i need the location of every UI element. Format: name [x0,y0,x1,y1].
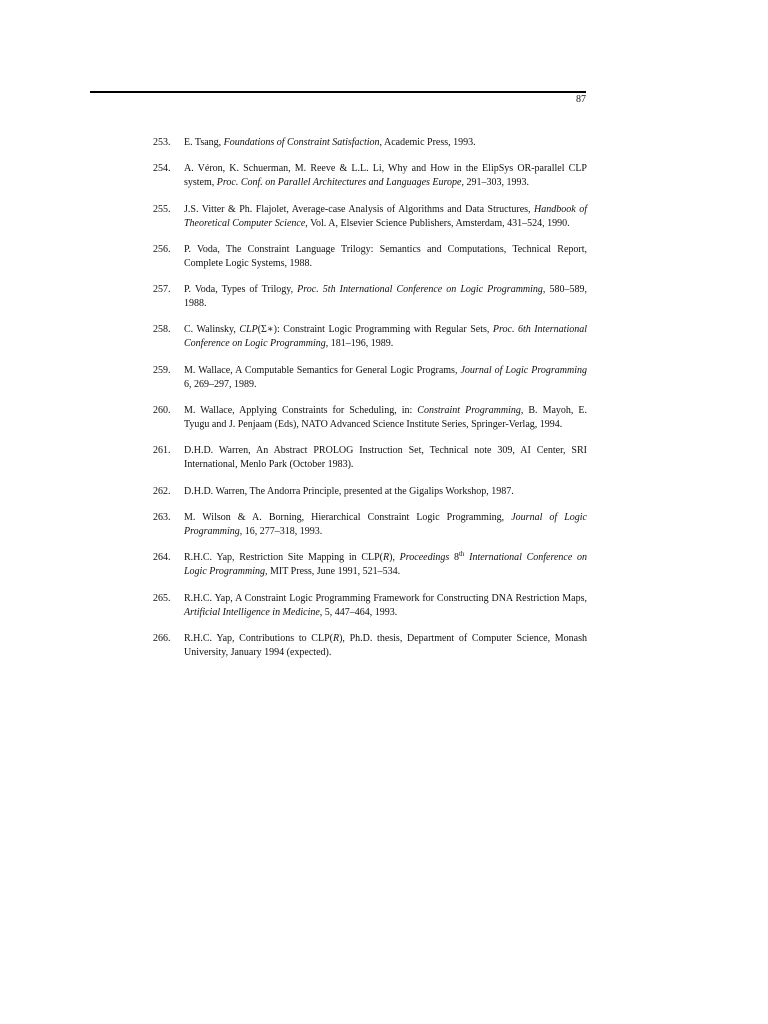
reference-text [184,551,587,579]
reference-item [153,444,587,472]
reference-text [184,632,587,660]
reference-number: 264. [153,552,171,564]
reference-text [184,203,587,231]
reference-text [184,243,587,271]
reference-text-segment: R.H.C. Yap, Restriction Site Mapping in CLP( [184,552,383,564]
reference-number: 263. [153,511,171,523]
reference-number: 254. [153,163,171,175]
reference-text-segment: M. Wilson & A. Borning, Hierarchical Constraint Logic Programming, [184,511,512,523]
reference-number: 266. [153,632,171,644]
reference-text-segment: , 5, 447–464, 1993. [319,606,398,618]
reference-text [184,136,587,150]
reference-text-segment: , MIT Press, June 1991, 521–534. [265,566,401,578]
reference-text-segment: 8 [449,552,459,564]
reference-italic-segment: CLP [239,324,258,336]
reference-text-segment: A. Véron, K. Schuerman, M. Reeve & L.L. Li, Why and How in the ElipSys OR-parallel CLP system, [184,163,587,189]
reference-italic-segment: Proc. 5th International Conference on Logic Programming [297,284,543,296]
reference-list [153,136,587,672]
reference-item [153,162,587,190]
reference-text-segment: (Σ∗): Constraint Logic Programming with Regular Sets, [257,324,493,336]
reference-text [184,283,587,311]
reference-text-segment: M. Wallace, A Computable Semantics for General Logic Programs, [184,364,461,376]
reference-item [153,283,587,311]
reference-text-segment: , 16, 277–318, 1993. [239,525,323,537]
reference-text [184,323,587,351]
reference-number: 260. [153,405,171,417]
reference-text-segment: D.H.D. Warren, The Andorra Principle, presented at the Gigalips Workshop, 1987. [184,485,514,497]
reference-item [153,404,587,432]
reference-item [153,323,587,351]
reference-italic-segment: R [383,552,390,564]
reference-item [153,592,587,620]
reference-text [184,444,587,472]
reference-item [153,551,587,579]
reference-text-segment: , 181–196, 1989. [325,338,394,350]
reference-italic-segment: Proc. 6th International Conference on Logic Programming [184,324,587,350]
reference-italic-segment: Constraint Programming [417,405,521,417]
reference-number: 261. [153,445,171,457]
reference-text-segment: , 291–303, 1993. [461,177,529,189]
reference-item [153,485,587,499]
reference-italic-segment: R [332,632,340,644]
reference-text [184,364,587,392]
reference-item [153,364,587,392]
reference-number: 265. [153,592,171,604]
reference-text-segment: E. Tsang, [184,137,224,148]
reference-number: 258. [153,324,171,336]
page-number: 87 [576,94,586,105]
reference-text [184,162,587,190]
reference-superscript: th [458,550,465,559]
reference-item [153,632,587,660]
reference-text-segment: P. Voda, Types of Trilogy, [184,284,298,296]
reference-italic-segment: Journal of Logic Programming [184,511,587,537]
reference-item [153,511,587,539]
reference-text [184,592,587,620]
reference-number: 257. [153,284,171,296]
reference-text-segment: , Vol. A, Elsevier Science Publishers, Amsterdam, 431–524, 1990. [305,217,570,229]
reference-italic-segment: International Conference on Logic Programming [184,552,588,578]
reference-text [184,511,587,539]
reference-text-segment: 6, 269–297, 1989. [184,378,257,390]
reference-item [153,203,587,231]
reference-item [153,243,587,271]
reference-text-segment: D.H.D. Warren, An Abstract PROLOG Instruction Set, Technical note 309, AI Center, SRI International, Menlo Park (October 1983). [184,445,587,471]
header-rule [90,91,586,93]
reference-italic-segment: Handbook of Theoretical Computer Science [184,203,587,229]
reference-text-segment: ), Ph.D. thesis, Department of Computer Science, Monash University, January 1994 (expected). [184,632,588,658]
reference-italic-segment: Foundations of Constraint Satisfaction [223,137,380,148]
reference-number: 253. [153,137,171,148]
reference-item [153,136,587,150]
reference-italic-segment: Proc. Conf. on Parallel Architectures and Languages Europe [216,177,462,189]
reference-number: 262. [153,485,171,497]
reference-text-segment: R.H.C. Yap, A Constraint Logic Programming Framework for Constructing DNA Restriction Maps, [184,592,587,604]
reference-text-segment: P. Voda, The Constraint Language Trilogy: Semantics and Computations, Technical Report, Complete Logic Systems, 1988. [184,243,587,269]
reference-text-segment: C. Walinsky, [184,324,240,336]
reference-number: 256. [153,243,171,255]
reference-italic-segment: Proceedings [399,552,450,564]
reference-italic-segment: Journal of Logic Programming [460,364,587,376]
reference-italic-segment: Artificial Intelligence in Medicine [184,606,320,618]
reference-text-segment: ), [389,552,400,564]
reference-text-segment: R.H.C. Yap, Contributions to CLP( [184,632,333,644]
reference-number: 255. [153,203,171,215]
reference-text-segment: , 580–589, 1988. [184,284,587,310]
reference-text-segment: , Academic Press, 1993. [379,137,476,148]
reference-text-segment: , B. Mayoh, E. Tyugu and J. Penjaam (Eds), NATO Advanced Science Institute Series, Springer-Verlag, 1994. [184,405,588,431]
reference-number: 259. [153,364,171,376]
reference-text-segment: J.S. Vitter & Ph. Flajolet, Average-case Analysis of Algorithms and Data Structures, [184,203,535,215]
reference-text [184,485,587,499]
reference-text [184,404,587,432]
reference-text-segment: M. Wallace, Applying Constraints for Scheduling, in: [184,405,418,417]
